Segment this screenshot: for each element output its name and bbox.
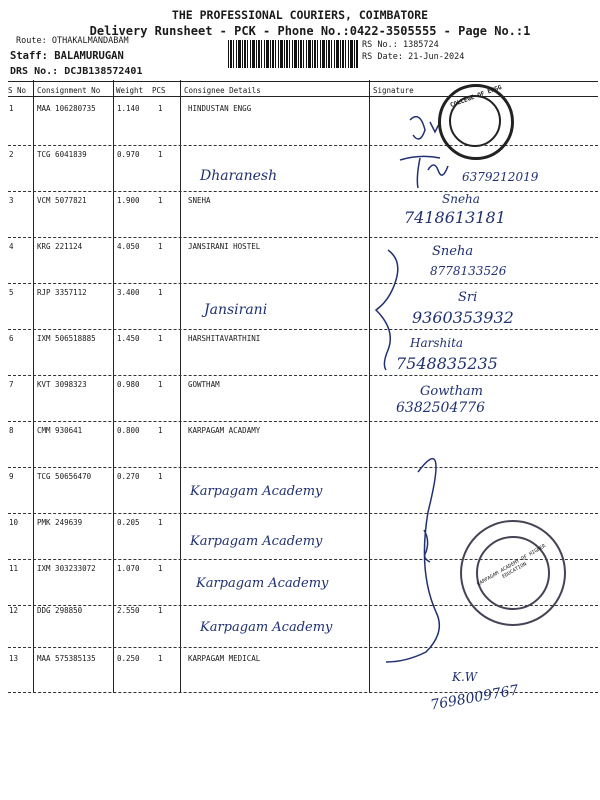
route-field — [16, 36, 129, 46]
sno-cell: 11 — [9, 564, 19, 573]
college-stamp — [438, 84, 514, 160]
col-header-consignee: Consignee Details — [184, 86, 261, 95]
consignment-cell: RJP 3357112 — [37, 288, 87, 297]
handwritten-phone: 9360353932 — [412, 308, 514, 327]
sno-cell: 3 — [9, 196, 14, 205]
sno-cell: 12 — [9, 606, 19, 615]
pcs-cell: 1 — [158, 426, 163, 435]
sno-cell: 10 — [9, 518, 19, 527]
weight-cell: 4.050 — [117, 242, 140, 251]
weight-cell: 0.980 — [117, 380, 140, 389]
handwritten-consignee: Karpagam Academy — [200, 620, 333, 635]
consignment-cell: VCM 5077821 — [37, 196, 87, 205]
rs-date-label: RS Date: — [362, 52, 403, 62]
rs-no-field — [362, 40, 439, 50]
handwritten-signature: Sneha — [442, 192, 480, 206]
handwritten-signature: Harshita — [410, 336, 464, 350]
pcs-cell: 1 — [158, 242, 163, 251]
col-header-weight: Weight — [116, 86, 144, 95]
consignee-cell: SNEHA — [188, 196, 211, 205]
consignee-cell: KARPAGAM ACADAMY — [188, 426, 261, 435]
rs-date-field — [362, 52, 464, 62]
drs-field — [10, 66, 142, 77]
weight-cell: 1.140 — [117, 104, 140, 113]
consignment-cell: DDG 298850 — [37, 606, 83, 615]
col-header-pcs: PCS — [152, 86, 166, 95]
pcs-cell: 1 — [158, 654, 163, 663]
consignment-cell: PMK 249639 — [37, 518, 83, 527]
rs-no-value: 1385724 — [402, 40, 439, 50]
handwritten-signature: Sri — [458, 290, 478, 305]
weight-cell: 0.270 — [117, 472, 140, 481]
signature-row1 — [410, 117, 439, 139]
consignee-cell: HINDUSTAN ENGG — [188, 104, 252, 113]
consignment-cell: TCG 6041839 — [37, 150, 87, 159]
handwritten-consignee: Karpagam Academy — [190, 534, 323, 549]
col-header-consignment: Consignment No — [37, 86, 101, 95]
consignment-cell: KRG 221124 — [37, 242, 83, 251]
sno-cell: 2 — [9, 150, 14, 159]
consignee-cell: HARSHITAVARTHINI — [188, 334, 261, 343]
table-top-rule — [8, 81, 598, 82]
pcs-cell: 1 — [158, 472, 163, 481]
signature-large-stroke — [386, 459, 439, 662]
sno-cell: 9 — [9, 472, 14, 481]
barcode — [228, 40, 358, 68]
college-stamp-text: COLLEGE OF ENGG — [449, 83, 503, 110]
handwritten-phone: 6379212019 — [462, 170, 539, 184]
weight-cell: 0.250 — [117, 654, 140, 663]
pcs-cell: 1 — [158, 518, 163, 527]
handwritten-signature: Sneha — [432, 244, 474, 259]
pcs-cell: 1 — [158, 196, 163, 205]
drs-label: DRS No.: — [10, 66, 59, 77]
route-label: Route: — [16, 36, 47, 46]
pcs-cell: 1 — [158, 606, 163, 615]
handwritten-phone: 8778133526 — [430, 264, 507, 278]
handwritten-phone: 6382504776 — [396, 400, 486, 416]
staff-label: Staff: — [10, 50, 48, 62]
weight-cell: 2.550 — [117, 606, 140, 615]
consignment-cell: IXM 303233072 — [37, 564, 96, 573]
consignment-cell: CMM 930641 — [37, 426, 83, 435]
consignment-cell: MAA 106280735 — [37, 104, 96, 113]
sno-cell: 7 — [9, 380, 14, 389]
drs-value: DCJB138572401 — [64, 66, 143, 77]
sno-cell: 6 — [9, 334, 14, 343]
consignment-cell: IXM 506518885 — [37, 334, 96, 343]
pcs-cell: 1 — [158, 104, 163, 113]
sno-cell: 1 — [9, 104, 14, 113]
consignee-cell: GOWTHAM — [188, 380, 220, 389]
consignment-cell: MAA 575385135 — [37, 654, 96, 663]
weight-cell: 0.970 — [117, 150, 140, 159]
handwritten-signature: K.W — [452, 670, 478, 684]
pcs-cell: 1 — [158, 288, 163, 297]
pcs-cell: 1 — [158, 564, 163, 573]
consignment-cell: TCG 50656470 — [37, 472, 92, 481]
academy-seal — [460, 520, 566, 626]
weight-cell: 3.400 — [117, 288, 140, 297]
academy-seal-text: KARPAGAM ACADEMY OF HIGHER EDUCATION — [476, 543, 547, 588]
handwritten-consignee: Karpagam Academy — [196, 576, 329, 591]
route-value: OTHAKALMANDABAM — [51, 36, 129, 46]
col-header-signature: Signature — [373, 86, 414, 95]
header-bottom-rule — [8, 96, 598, 97]
handwritten-consignee: Karpagam Academy — [190, 484, 323, 499]
weight-cell: 1.450 — [117, 334, 140, 343]
rs-no-label: RS No.: — [362, 40, 398, 50]
runsheet-title: Delivery Runsheet - PCK - Phone No.:0422-3505555 - Page No.:1 — [89, 24, 531, 38]
sno-cell: 5 — [9, 288, 14, 297]
sno-cell: 13 — [9, 654, 19, 663]
handwritten-phone: 7698009767 — [429, 682, 520, 714]
weight-cell: 0.205 — [117, 518, 140, 527]
staff-value: BALAMURUGAN — [54, 50, 124, 62]
rs-date-value: 21-Jun-2024 — [408, 52, 465, 62]
sno-cell: 4 — [9, 242, 14, 251]
pcs-cell: 1 — [158, 150, 163, 159]
sno-cell: 8 — [9, 426, 14, 435]
consignee-cell: JANSIRANI HOSTEL — [188, 242, 261, 251]
col-header-sno: S No — [8, 86, 27, 95]
handwritten-signature: Gowtham — [420, 384, 484, 399]
weight-cell: 1.900 — [117, 196, 140, 205]
pcs-cell: 1 — [158, 334, 163, 343]
weight-cell: 1.070 — [117, 564, 140, 573]
weight-cell: 0.800 — [117, 426, 140, 435]
handwritten-consignee: Jansirani — [204, 302, 268, 318]
signature-row2 — [400, 156, 448, 188]
staff-field — [10, 50, 124, 62]
consignment-cell: KVT 3098323 — [37, 380, 87, 389]
pcs-cell: 1 — [158, 380, 163, 389]
handwritten-consignee: Dharanesh — [200, 168, 278, 184]
signature-bracket — [376, 250, 398, 370]
handwritten-phone: 7418613181 — [404, 208, 506, 227]
company-name: THE PROFESSIONAL COURIERS, COIMBATORE — [171, 8, 429, 22]
handwritten-phone: 7548835235 — [396, 354, 498, 373]
consignee-cell: KARPAGAM MEDICAL — [188, 654, 261, 663]
